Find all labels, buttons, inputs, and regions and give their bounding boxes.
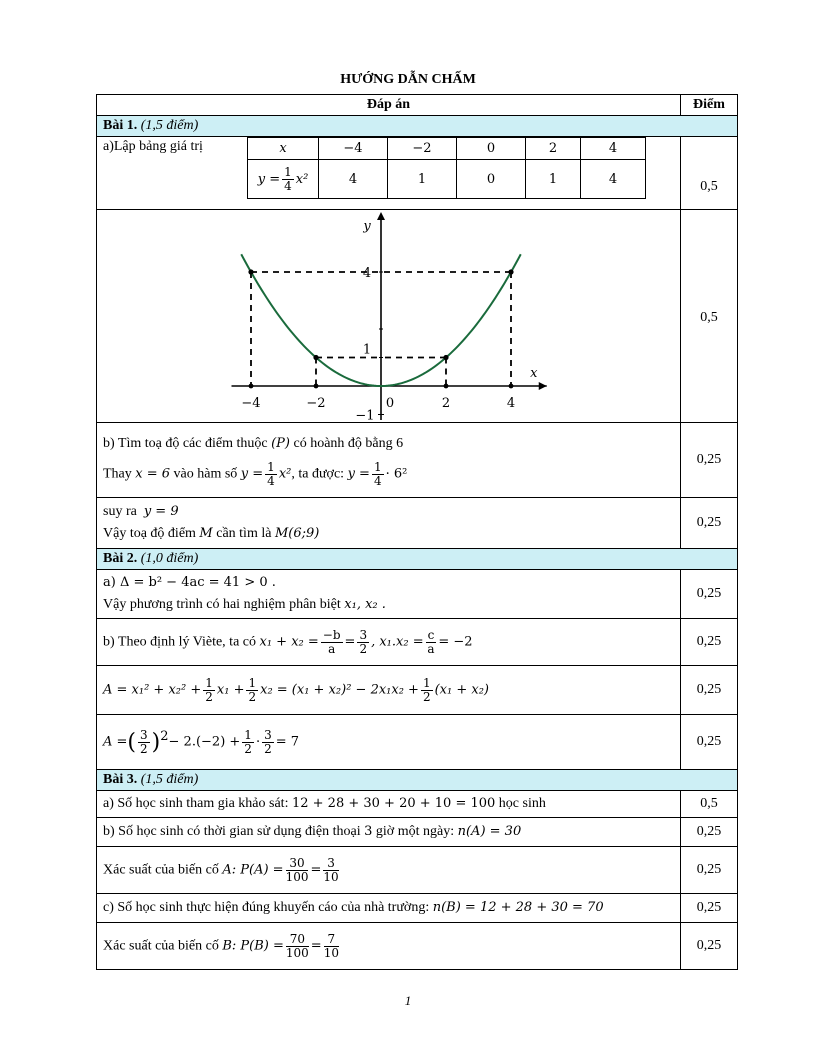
score: 0,25 [681,818,738,847]
section-bai1-header [97,116,738,137]
section-points: (1,5 điểm) [140,772,199,787]
section-title: Bài 1. [103,118,138,133]
score: 0,25 [681,619,738,666]
bai1-b-question: b) Tìm toạ độ các điểm thuộc (P) có hoành độ bằng 6 [103,435,404,451]
value-table-y-cell: 1 [526,160,581,199]
score: 0,25 [681,715,738,770]
bai1-b-result-line2: Vậy toạ độ điểm M cần tìm là M(6;9) [103,526,320,541]
bai3-b-probability: Xác suất của biến cố A: P(A) = $\frac{30}{100}$ = $\frac{3}{10}$ [97,847,681,894]
section-points: (1,0 điểm) [140,551,199,566]
grading-table [96,94,738,970]
row-bai2-a [97,570,738,619]
bai3-c-count: c) Số học sinh thực hiện đúng khuyến cáo của nhà trường: n(B) = 12 + 28 + 30 = 70 [97,894,681,923]
bai3-b-count: b) Số học sinh có thời gian sử dụng điện thoại 3 giờ một ngày: n(A) = 30 [97,818,681,847]
row-bai2-c [97,666,738,715]
row-bai3-a [97,791,738,818]
answer-column-header: Đáp án [97,95,681,116]
section-bai3-header [97,770,738,791]
value-table-y-cell: 0 [457,160,526,199]
y-axis-label: y [363,219,371,234]
y-tick-label: 1 [362,342,372,358]
y-tick-label: 4 [362,266,372,281]
curve-point [248,269,253,274]
curve-point [508,269,513,274]
section-points: (1,5 điểm) [140,118,199,133]
value-table-y-cell: 4 [319,160,388,199]
x-tick-label: 4 [506,396,516,411]
score: 0,25 [681,923,738,970]
graph-background [228,210,550,422]
score: 0,5 [681,210,738,423]
bai2-a-discriminant: a) Δ = b² − 4ac = 41 > 0 . [103,575,276,590]
bai2-d-result: A =( $\frac{3}{2}$ )$^2$− 2.(−2) + $\frac{1}{2}$ · $\frac{3}{2}$ = 7 [97,715,681,770]
row-bai3-c [97,894,738,923]
value-table-y-cell: 1 [388,160,457,199]
section-title: Bài 3. [103,772,138,787]
bai3-a-total: a) Số học sinh tham gia khảo sát: 12 + 28 + 30 + 20 + 10 = 100 học sinh [97,791,681,818]
score: 0,5 [681,791,738,818]
bai1-b-result-line1: suy ra y = 9 [103,504,179,519]
axis-point [249,384,254,389]
bai1-b-substitution: Thay x = 6 vào hàm số y = $\frac{1}{4}$ x², ta được: y = $\frac{1}{4}$ · 6² [103,459,408,488]
value-table-y-label: y = $\frac{1}{4}$ x² [248,160,319,199]
curve-point [443,355,448,360]
x-axis-label: x [530,366,538,381]
bai1-a-label: a)Lập bảng giá trị [103,139,203,154]
value-table-x-cell: −2 [388,138,457,160]
row-bai3-b2 [97,847,738,894]
value-table-x-cell: 4 [581,138,646,160]
x-tick-label: 2 [441,396,451,411]
value-table-x-cell: 0 [457,138,526,160]
row-bai1-graph [97,210,738,423]
score: 0,5 [681,137,738,210]
row-bai2-d [97,715,738,770]
score-column-header: Điểm [681,95,738,116]
axis-point [314,384,319,389]
score: 0,25 [681,894,738,923]
score: 0,25 [681,666,738,715]
row-bai1-b1 [97,423,738,498]
section-title: Bài 2. [103,551,138,566]
curve-point [313,355,318,360]
score: 0,25 [681,570,738,619]
y-tick-label: −1 [355,408,375,422]
row-bai2-b [97,619,738,666]
row-bai1-a [97,137,738,210]
x-tick-label: 0 [385,396,395,411]
page-number: 1 [404,993,412,1008]
parabola-graph [97,210,687,422]
section-bai2-header [97,549,738,570]
value-table-x-cell: −4 [319,138,388,160]
score: 0,25 [681,847,738,894]
page-title: HƯỚNG DẪN CHẤM [340,72,476,87]
score: 0,25 [681,423,738,498]
value-table-x-label: x [248,138,319,160]
row-bai3-c2 [97,923,738,970]
bai2-a-conclusion: Vậy phương trình có hai nghiệm phân biệt x₁, x₂ . [103,597,386,612]
value-table-y-cell: 4 [581,160,646,199]
axis-point [444,384,449,389]
row-bai1-b2 [97,498,738,549]
row-bai3-b [97,818,738,847]
bai2-b-vieta: b) Theo định lý Viète, ta có x₁ + x₂ = $\frac{-b}{a}$ = $\frac{3}{2}$ , x₁.x₂ = $\frac{c}{a}$ = −2 [97,619,681,666]
bai3-c-probability: Xác suất của biến cố B: P(B) = $\frac{70}{100}$ = $\frac{7}{10}$ [97,923,681,970]
x-tick-label: −4 [241,396,261,411]
value-table-x-cell: 2 [526,138,581,160]
score: 0,25 [681,498,738,549]
value-table [247,137,646,199]
axis-point [509,384,514,389]
bai2-c-expression: A = x₁² + x₂² + $\frac{1}{2}$ x₁ + $\frac{1}{2}$ x₂ = (x₁ + x₂)² − 2x₁x₂ + $\frac{1}{2}$ (x₁ + x₂) [97,666,681,715]
x-tick-label: −2 [306,396,326,411]
